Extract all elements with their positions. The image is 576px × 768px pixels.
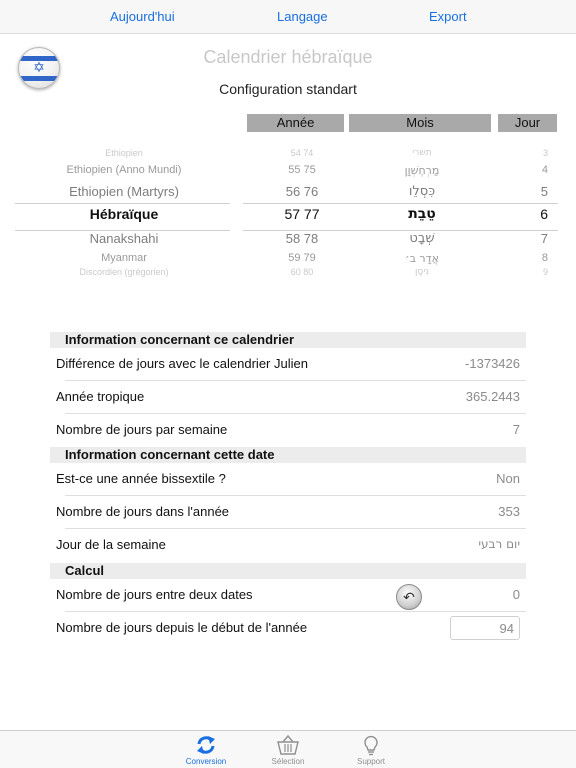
picker-calendar-name: Hébraïque [89,206,159,222]
picker-row[interactable] [0,267,576,277]
israel-flag-icon[interactable]: ✡ [18,47,60,89]
row-value: 7 [512,422,520,437]
picker-year: 54 74 [290,148,314,158]
row-label: Nombre de jours par semaine [56,422,228,437]
section-header-calendar-info: Information concernant ce calendrier [50,332,526,348]
picker-year: 57 77 [284,206,320,222]
picker-year: 60 80 [290,267,314,277]
picker-calendar-name: Discordien (grégorien) [79,267,169,277]
picker-row[interactable] [0,148,576,158]
row-value: 353 [498,504,520,519]
tab-label: Conversion [185,757,227,766]
row-days-in-year [50,496,526,529]
row-value: Non [496,471,520,486]
export-button[interactable]: Export [429,9,467,24]
picker-row[interactable] [0,231,576,249]
picker-selection-line [15,203,230,204]
picker-year: 56 76 [285,184,319,199]
row-days-between-dates [50,579,526,612]
picker-month: מַרְחֶשְׁוָן [404,164,440,177]
days-since-start-field[interactable] [450,616,520,640]
field-value: 94 [499,621,514,636]
row-leap-year [50,463,526,496]
picker-row-selected[interactable] [0,206,576,226]
tab-label: Support [356,757,386,766]
row-julian-difference [50,348,526,381]
top-bar [0,0,576,34]
page-title: Calendrier hébraïque [203,47,373,67]
calculate-icon[interactable]: ↶ [396,584,422,610]
picker-calendar-name: Myanmar [101,252,147,264]
configuration-label[interactable]: Configuration standart [219,81,357,97]
tab-conversion[interactable] [166,731,246,768]
row-value: יום רבעי [478,537,520,551]
tab-selection[interactable] [248,731,328,768]
row-days-since-year-start [50,612,526,645]
row-value: 0 [512,587,520,602]
picker-day: 9 [542,267,548,277]
picker-year: 58 78 [285,231,319,246]
row-label: Année tropique [56,389,145,404]
picker-month: טֵבֵת [408,206,436,222]
picker-day: 8 [541,252,548,264]
picker-day: 6 [540,206,548,222]
row-value: 365.2443 [465,389,520,404]
tab-support[interactable] [331,731,411,768]
picker-day: 4 [541,164,548,176]
picker-day: 5 [540,184,548,199]
row-label: Nombre de jours dans l'année [56,504,230,519]
date-picker[interactable] [0,148,576,282]
picker-calendar-name: Ethiopien [105,148,143,158]
row-label: Différence de jours avec le calendrier Julien [56,356,308,371]
row-label: Jour de la semaine [56,537,166,552]
picker-selection-line [243,203,558,204]
section-header-date-info: Information concernant cette date [50,447,526,463]
picker-calendar-name: Nanakshahi [89,231,159,246]
column-header-month: Mois [349,114,491,132]
tab-label: Sélection [271,757,305,766]
language-button[interactable]: Langage [277,9,328,24]
row-tropical-year [50,381,526,414]
tab-bar [0,730,576,768]
picker-calendar-name: Ethiopien (Anno Mundi) [66,164,182,176]
picker-row[interactable] [0,164,576,180]
row-value: -1373426 [465,356,520,371]
picker-month: תשרי [412,148,432,158]
basket-icon [276,734,300,756]
picker-row[interactable] [0,184,576,202]
picker-year: 55 75 [288,164,316,176]
row-label: Nombre de jours depuis le début de l'année [56,620,308,635]
today-button[interactable]: Aujourd'hui [110,9,175,24]
picker-row[interactable] [0,252,576,266]
picker-month: שְׁבָט [409,231,435,246]
picker-month: נִיסָן [415,267,429,277]
row-label: Nombre de jours entre deux dates [56,587,253,602]
column-header-day: Jour [498,114,557,132]
column-header-year: Année [247,114,344,132]
row-days-per-week [50,414,526,447]
row-weekday [50,529,526,562]
lightbulb-icon [359,734,383,756]
section-header-calc: Calcul [50,563,526,579]
picker-month: כִּסְלֵו [408,184,436,199]
picker-day: 3 [542,148,548,158]
sync-arrows-icon [194,734,218,756]
picker-year: 59 79 [288,252,316,264]
picker-month: אֲדָר ב׳ [405,252,439,265]
row-label: Est-ce une année bissextile ? [56,471,226,486]
picker-day: 7 [540,231,548,246]
picker-calendar-name: Ethiopien (Martyrs) [69,184,179,199]
